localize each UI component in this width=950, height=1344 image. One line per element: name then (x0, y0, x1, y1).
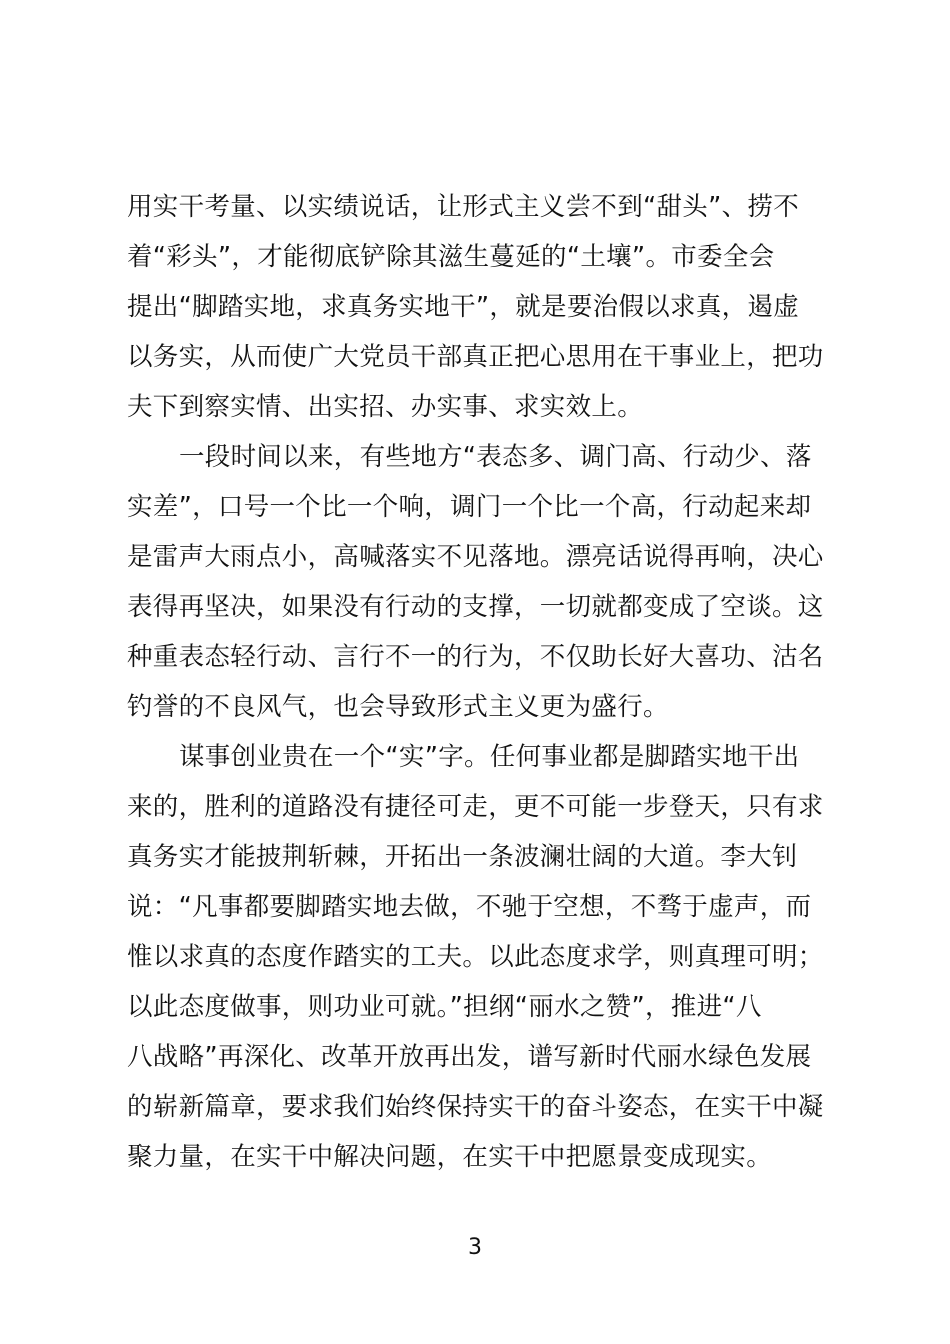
text-line: 惟以求真的态度作踏实的工夫。以此态度求学，则真理可明； (127, 942, 824, 972)
text-line: 说：“凡事都要脚踏实地去做，不驰于空想，不骛于虚声，而 (127, 892, 812, 922)
paragraph-2 (127, 432, 832, 732)
body-text (127, 182, 832, 1182)
text-line: 夫下到察实情、出实招、办实事、求实效上。 (127, 392, 644, 422)
text-line: 的崭新篇章，要求我们始终保持实干的奋斗姿态，在实干中凝 (127, 1092, 824, 1122)
paragraph-3 (127, 732, 832, 1182)
text-line: 一段时间以来，有些地方“表态多、调门高、行动少、落 (179, 442, 812, 472)
text-line: 实差”，口号一个比一个响，调门一个比一个高，行动起来却 (127, 492, 812, 522)
text-line: 钓誉的不良风气，也会导致形式主义更为盛行。 (127, 692, 669, 722)
text-line: 着“彩头”，才能彻底铲除其滋生蔓延的“土壤”。市委全会 (127, 242, 775, 272)
page-number: 3 (468, 1235, 482, 1260)
text-line: 以此态度做事，则功业可就。”担纲“丽水之赞”，推进“八 (127, 992, 762, 1022)
text-line: 表得再坚决，如果没有行动的支撑，一切就都变成了空谈。这 (127, 592, 824, 622)
text-line: 是雷声大雨点小，高喊落实不见落地。漂亮话说得再响，决心 (127, 542, 824, 572)
text-line: 谋事创业贵在一个“实”字。任何事业都是脚踏实地干出 (179, 742, 800, 772)
text-line: 聚力量，在实干中解决问题，在实干中把愿景变成现实。 (127, 1142, 773, 1172)
text-line: 以务实，从而使广大党员干部真正把心思用在干事业上，把功 (127, 342, 824, 372)
text-line: 种重表态轻行动、言行不一的行为，不仅助长好大喜功、沽名 (127, 642, 824, 672)
text-line: 提出“脚踏实地，求真务实地干”，就是要治假以求真，遏虚 (127, 292, 800, 322)
text-line: 用实干考量、以实绩说话，让形式主义尝不到“甜头”、捞不 (127, 192, 800, 222)
text-line: 真务实才能披荆斩棘，开拓出一条波澜壮阔的大道。李大钊 (127, 842, 798, 872)
text-line: 八战略”再深化、改革开放再出发，谱写新时代丽水绿色发展 (127, 1042, 812, 1072)
text-line: 来的，胜利的道路没有捷径可走，更不可能一步登天，只有求 (127, 792, 824, 822)
paragraph-1 (127, 182, 832, 432)
